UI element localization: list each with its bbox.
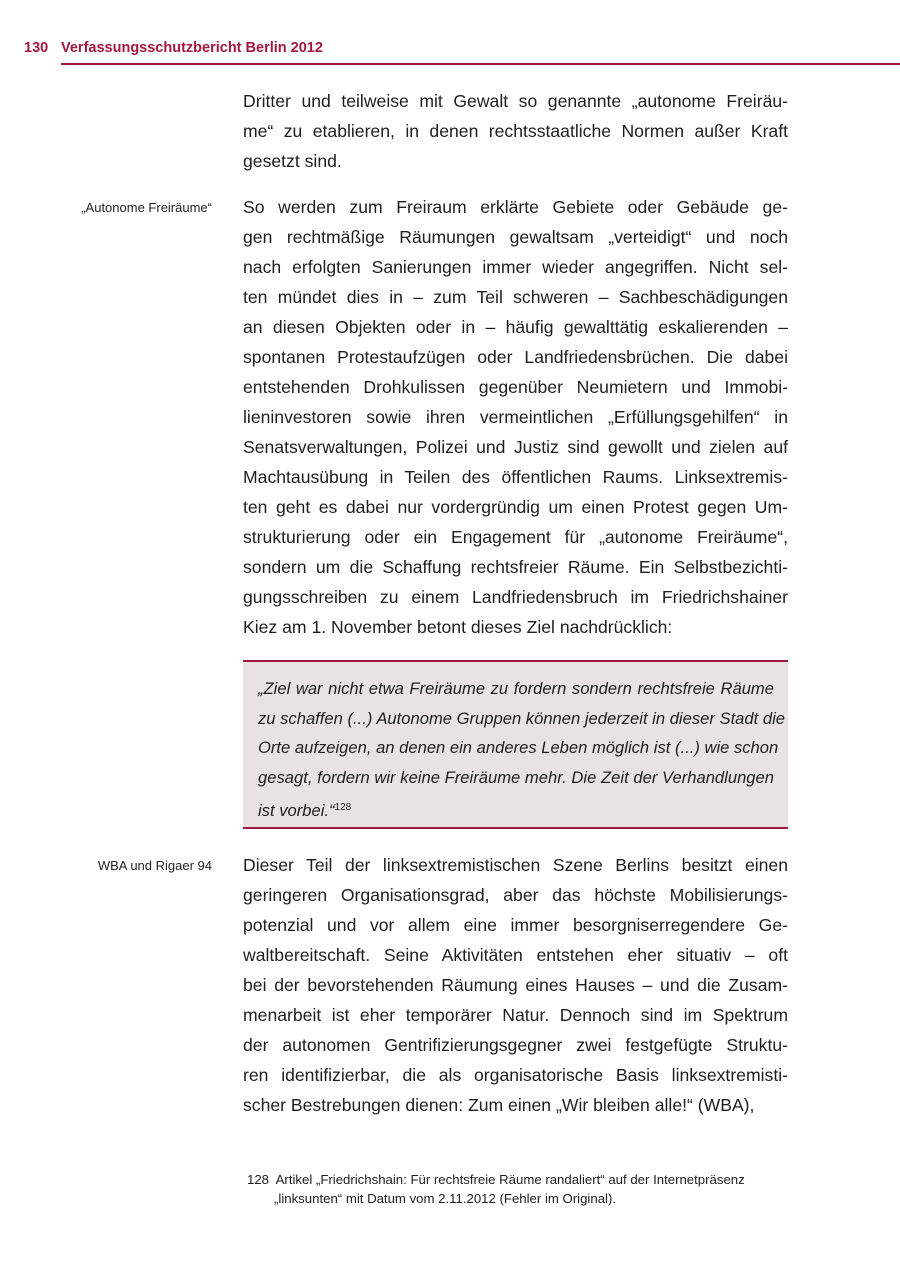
text-line: gungsschreiben zu einem Landfriedensbruch im Friedrichshainer <box>243 587 788 607</box>
text-line: ren identifizierbar, die als organisatorische Basis linksextremisti- <box>243 1065 788 1085</box>
text-line: Machtausübung in Teilen des öffentlichen Raums. Linksextremis- <box>243 467 788 487</box>
quote-text: Orte aufzeigen, an denen ein anderes Leben möglich ist (...) wie schon <box>258 738 779 758</box>
quote-line <box>258 763 774 793</box>
paragraph-1 <box>243 86 788 176</box>
text-line: gen rechtmäßige Räumungen gewaltsam „verteidigt“ und noch <box>243 227 788 247</box>
quote-text: gesagt, fordern wir keine Freiräume mehr. Die Zeit der Verhandlungen <box>258 768 774 788</box>
text-line: Senatsverwaltungen, Polizei und Justiz sind gewollt und zielen auf <box>243 437 788 457</box>
text-line: ten geht es dabei nur vordergründig um einen Protest gegen Um- <box>243 497 788 517</box>
text-line: scher Bestrebungen dienen: Zum einen „Wir bleiben alle!“ (WBA), <box>243 1095 755 1115</box>
footnote-text-line2: „linksunten“ mit Datum vom 2.11.2012 (Fehler im Original). <box>274 1191 617 1206</box>
footnote-ref: 128 <box>334 801 352 813</box>
running-header <box>24 40 323 56</box>
page-number: 130 <box>24 40 49 56</box>
header-rule <box>61 63 900 65</box>
text-line: menarbeit ist eher temporärer Natur. Dennoch sind im Spektrum <box>243 1005 788 1025</box>
footnote <box>247 1170 745 1208</box>
quote-text: „Ziel war nicht etwa Freiräume zu fordern sondern rechtsfreie Räume <box>258 679 774 698</box>
text-line: Dieser Teil der linksextremistischen Szene Berlins besitzt einen <box>243 855 788 875</box>
text-line: an diesen Objekten oder in – häufig gewalttätig eskalierenden – <box>243 317 788 337</box>
quote-line <box>258 704 786 734</box>
quote-text: ist vorbei.“ <box>258 800 335 820</box>
footnote-text-line1: Artikel „Friedrichshain: Für rechtsfreie Räume randaliert“ auf der Internetpräsenz <box>275 1172 745 1187</box>
text-line: nach erfolgten Sanierungen immer wieder angegriffen. Nicht sel- <box>243 257 788 277</box>
quote-line <box>258 793 774 823</box>
text-line: me“ zu etablieren, in denen rechtsstaatliche Normen außer Kraft <box>243 121 788 141</box>
text-line: Dritter und teilweise mit Gewalt so genannte „autonome Freiräu- <box>243 91 788 111</box>
text-line: So werden zum Freiraum erklärte Gebiete oder Gebäude ge- <box>243 197 788 217</box>
text-line: Kiez am 1. November betont dieses Ziel nachdrücklich: <box>243 617 673 637</box>
quote-line <box>258 733 779 763</box>
document-title: Verfassungsschutzbericht Berlin 2012 <box>61 40 323 56</box>
paragraph-2 <box>243 192 788 642</box>
text-line: strukturierung oder ein Engagement für „autonome Freiräume“, <box>243 527 788 547</box>
margin-note-autonome-freiraeume: „Autonome Freiräume“ <box>81 200 212 215</box>
text-line: sondern um die Schaffung rechtsfreier Räume. Ein Selbstbezichti- <box>243 557 788 577</box>
text-line: lieninvestoren sowie ihren vermeintlichen „Erfüllungsgehilfen“ in <box>243 407 788 427</box>
paragraph-3 <box>243 850 788 1120</box>
blockquote <box>243 660 788 829</box>
text-line: ten mündet dies in – zum Teil schweren – Sachbeschädigungen <box>243 287 788 307</box>
text-line: waltbereitschaft. Seine Aktivitäten entstehen eher situativ – oft <box>243 945 788 965</box>
text-line: geringeren Organisationsgrad, aber das höchste Mobilisierungs- <box>243 885 788 905</box>
quote-text: zu schaffen (...) Autonome Gruppen können jederzeit in dieser Stadt die <box>258 708 786 728</box>
margin-note-wba-rigaer: WBA und Rigaer 94 <box>97 858 212 873</box>
text-line: spontanen Protestaufzügen oder Landfriedensbrüchen. Die dabei <box>243 347 788 367</box>
text-line: potenzial und vor allem eine immer besorgniserregendere Ge- <box>243 915 788 935</box>
quote-line <box>258 674 774 704</box>
text-line: entstehenden Drohkulissen gegenüber Neumietern und Immobi- <box>243 377 788 397</box>
text-line: bei der bevorstehenden Räumung eines Hauses – und die Zusam- <box>243 975 788 995</box>
footnote-number: 128 <box>247 1172 270 1187</box>
text-line: gesetzt sind. <box>243 151 342 171</box>
text-line: der autonomen Gentrifizierungsgegner zwei festgefügte Struktu- <box>243 1035 788 1055</box>
